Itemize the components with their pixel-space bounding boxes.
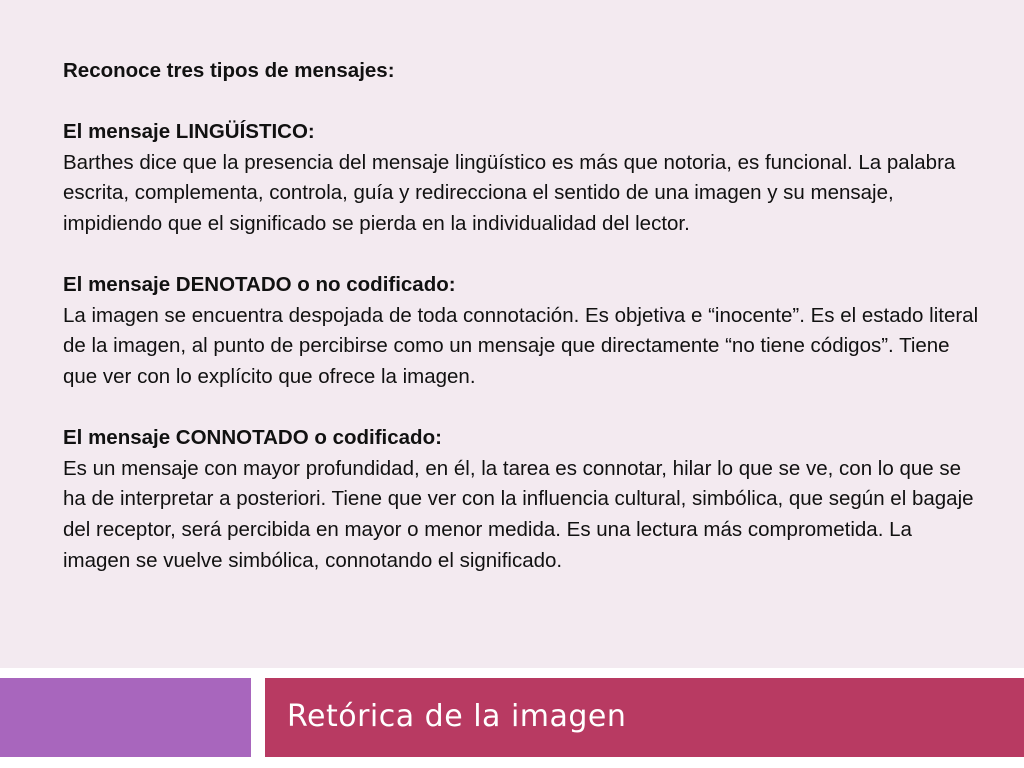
section-text-linguistico: Barthes dice que la presencia del mensaje lingüístico es más que notoria, es funcional. La palabra escrita, complementa, controla, guía y redirecciona el sentido de una imagen y su mensaje, impidiendo que el significado se pierda en la individualidad del lector. [63, 150, 956, 235]
footer-accent-block [0, 678, 251, 757]
slide-heading: Reconoce tres tipos de mensajes: [63, 59, 395, 82]
section-title-connotado: El mensaje CONNOTADO o codificado: [63, 426, 442, 450]
slide-content [63, 56, 983, 576]
spacer [63, 240, 983, 271]
spacer [63, 393, 983, 424]
footer-title-bar [265, 678, 1024, 757]
section-text-denotado: La imagen se encuentra despojada de toda connotación. Es objetiva e “inocente”. Es el estado literal de la imagen, al punto de percibirse como un mensaje que directamente “no tiene códigos”. Tiene que ver con lo explícito que ofrece la imagen. [63, 303, 979, 388]
spacer [63, 87, 983, 118]
section-text-connotado: Es un mensaje con mayor profundidad, en él, la tarea es connotar, hilar lo que se ve, con lo que se ha de interpretar a posteriori. Tiene que ver con la influencia cultural, simbólica, que según el bagaje del receptor, será percibida en mayor o menor medida. Es una lectura más comprometida. La imagen se vuelve simbólica, connotando el significado. [63, 456, 974, 572]
section-title-linguistico: El mensaje LINGÜÍSTICO: [63, 120, 315, 144]
slide-title: Retórica de la imagen [287, 699, 627, 734]
section-title-denotado: El mensaje DENOTADO o no codificado: [63, 273, 456, 297]
